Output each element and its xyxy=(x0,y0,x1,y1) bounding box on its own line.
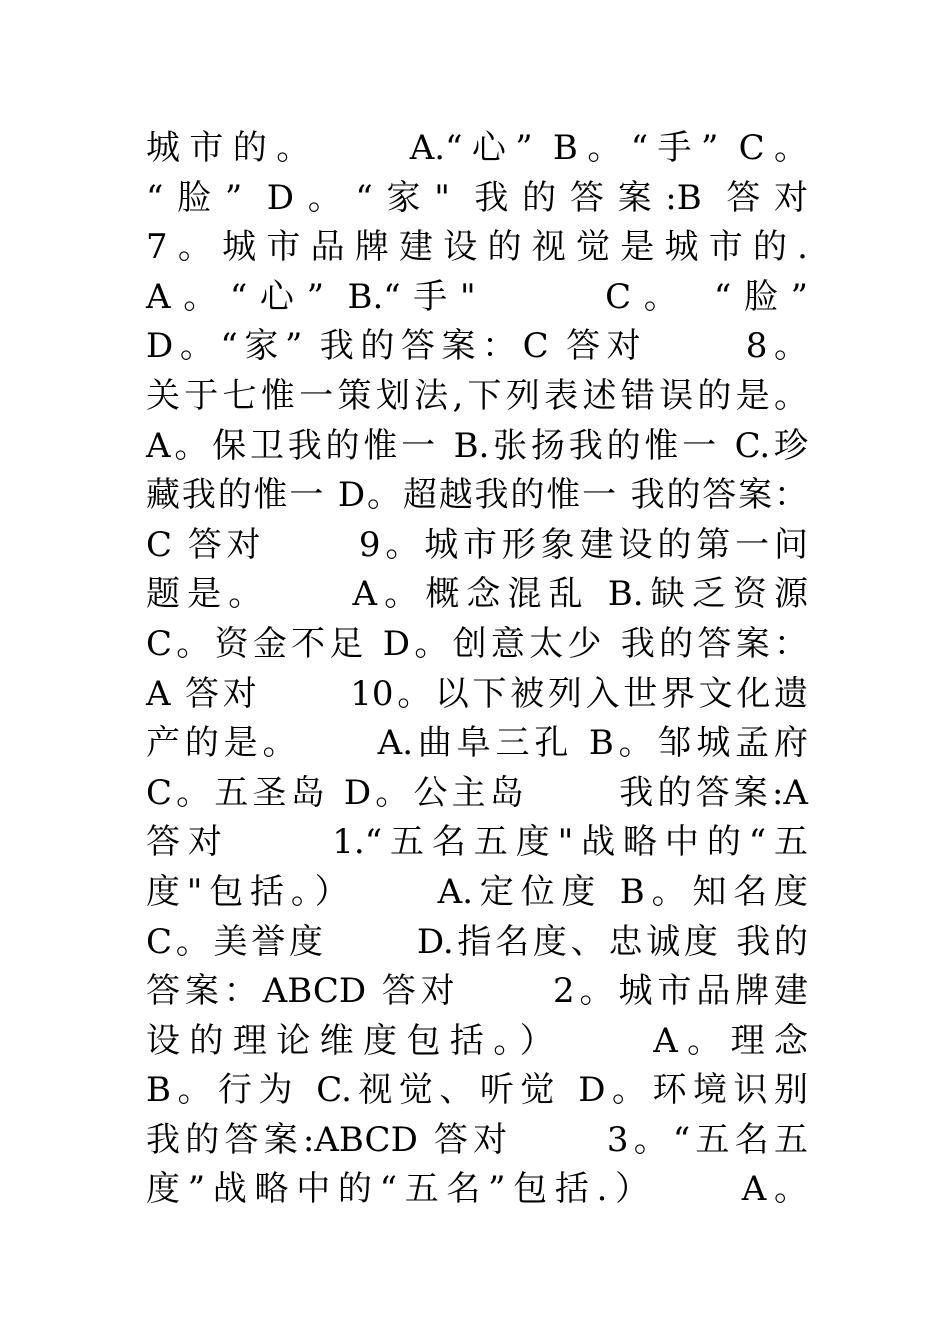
text-line-2: “脸” D。“家" 我的答案:B 答对 xyxy=(146,177,808,218)
text-line-13: 产的是。 A.曲阜三孔 B。邹城孟府 xyxy=(146,723,808,764)
text-line-5: D。“家” 我的答案：C 答对 8。 xyxy=(146,326,808,367)
text-line-6: 关于七惟一策划法,下列表述错误的是。 xyxy=(146,375,808,416)
text-line-1: 城市的。 A.“心” B。“手” C。 xyxy=(146,128,808,168)
text-line-20: B。行为 C.视觉、听觉 D。环境识别 xyxy=(146,1070,808,1111)
text-line-21: 我的答案:ABCD 答对 3。“五名五 xyxy=(146,1119,808,1160)
text-line-17: C。美誉度 D.指名度、忠诚度 我的 xyxy=(146,921,808,962)
text-line-22: 度”战略中的“五名”包括.） A。 xyxy=(146,1169,808,1210)
text-line-11: C。资金不足 D。创意太少 我的答案： xyxy=(146,623,808,664)
text-line-16: 度"包括。） A.定位度 B。知名度 xyxy=(146,871,808,912)
text-line-9: C 答对 9。城市形象建设的第一问 xyxy=(146,524,808,565)
text-line-10: 题是。 A。概念混乱 B.缺乏资源 xyxy=(146,574,808,615)
text-line-8: 藏我的惟一 D。超越我的惟一 我的答案： xyxy=(146,475,808,516)
text-line-3: 7。城市品牌建设的视觉是城市的. xyxy=(146,227,808,268)
text-line-4: A。“心” B.“手" C。 “脸” xyxy=(146,276,808,317)
text-line-7: A。保卫我的惟一 B.张扬我的惟一 C.珍 xyxy=(146,425,808,466)
text-line-18: 答案：ABCD 答对 2。城市品牌建 xyxy=(146,971,808,1012)
text-line-19: 设的理论维度包括。） A。理念 xyxy=(146,1020,808,1061)
text-line-12: A 答对 10。以下被列入世界文化遗 xyxy=(146,673,808,714)
document-body-text xyxy=(146,124,808,1215)
text-line-15: 答对 1.“五名五度"战略中的“五 xyxy=(146,822,808,863)
text-line-14: C。五圣岛 D。公主岛 我的答案:A xyxy=(146,772,808,813)
